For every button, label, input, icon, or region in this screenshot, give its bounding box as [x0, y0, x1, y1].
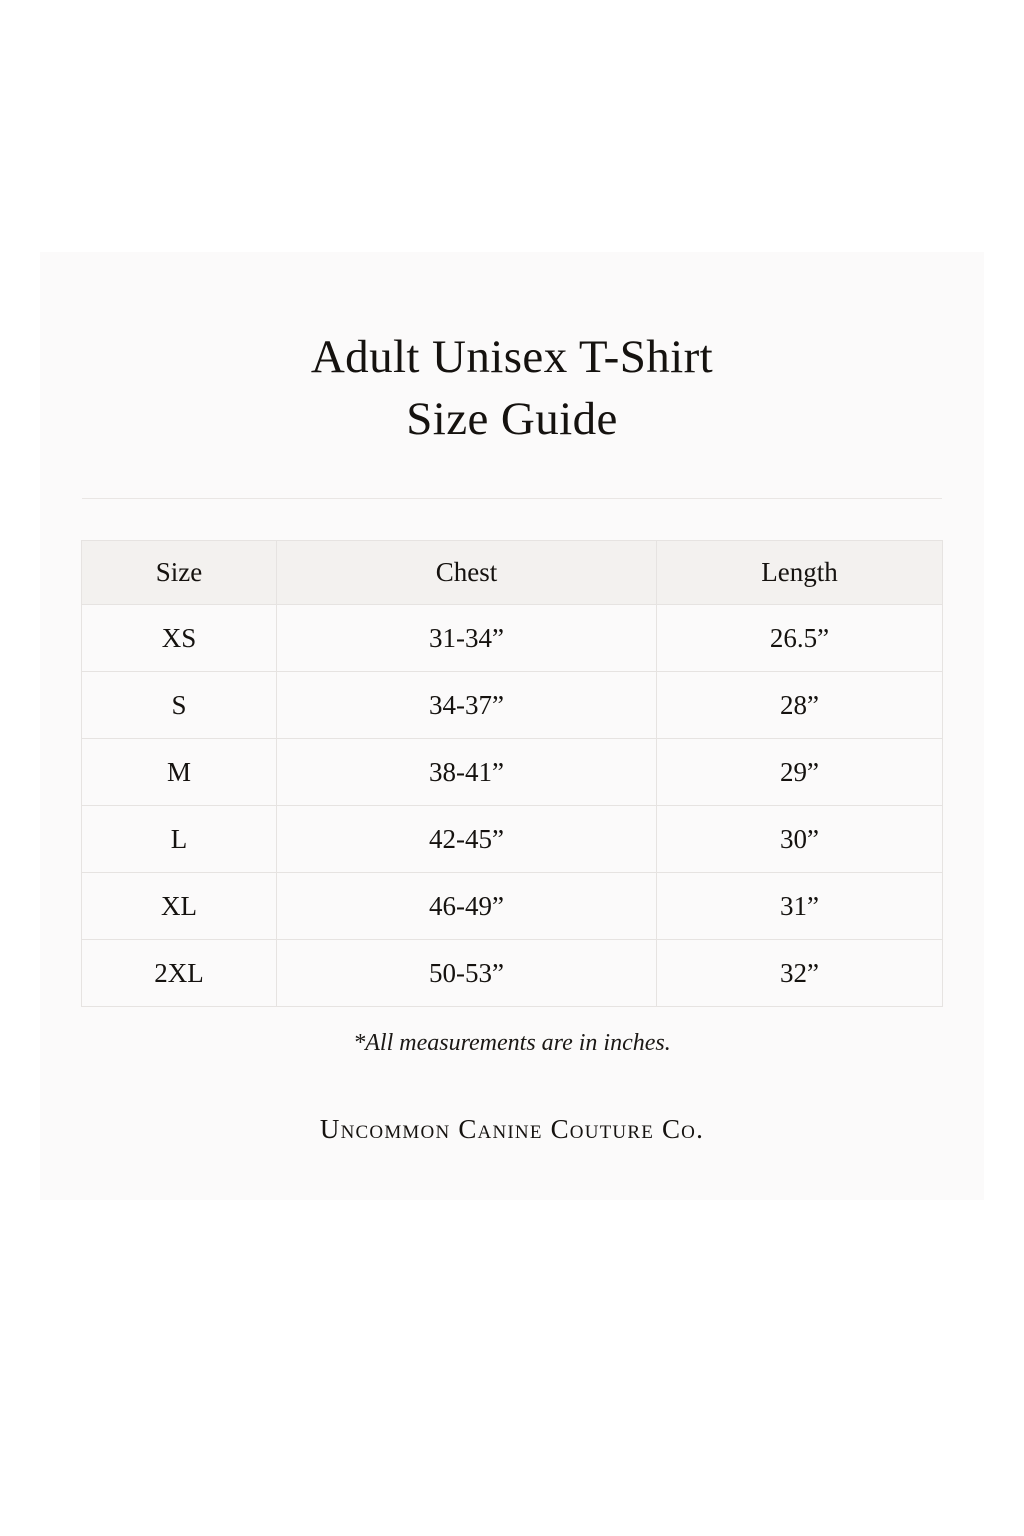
cell-chest: 42-45”: [277, 806, 657, 873]
column-header-length: Length: [657, 541, 943, 605]
cell-length: 32”: [657, 940, 943, 1007]
cell-chest: 38-41”: [277, 739, 657, 806]
cell-size: S: [82, 672, 277, 739]
table-row: [82, 605, 943, 672]
cell-size: 2XL: [82, 940, 277, 1007]
cell-length: 30”: [657, 806, 943, 873]
cell-size: XS: [82, 605, 277, 672]
cell-chest: 46-49”: [277, 873, 657, 940]
table-row: [82, 672, 943, 739]
table-row: [82, 873, 943, 940]
cell-size: XL: [82, 873, 277, 940]
table-row: [82, 940, 943, 1007]
page-title: [40, 326, 984, 450]
title-line-1: Adult Unisex T-Shirt: [310, 331, 714, 383]
title-divider: [82, 498, 942, 499]
cell-chest: 31-34”: [277, 605, 657, 672]
measurement-footnote: *All measurements are in inches.: [353, 1030, 671, 1056]
cell-size: M: [82, 739, 277, 806]
cell-length: 31”: [657, 873, 943, 940]
cell-length: 28”: [657, 672, 943, 739]
table-header-row: [82, 541, 943, 605]
cell-size: L: [82, 806, 277, 873]
size-guide-card: [40, 252, 984, 1200]
size-chart-table: [81, 540, 943, 1007]
title-line-2: Size Guide: [406, 393, 618, 445]
cell-length: 29”: [657, 739, 943, 806]
table-header: [82, 541, 943, 605]
cell-length: 26.5”: [657, 605, 943, 672]
table-row: [82, 806, 943, 873]
table-row: [82, 739, 943, 806]
cell-chest: 34-37”: [277, 672, 657, 739]
cell-chest: 50-53”: [277, 940, 657, 1007]
brand-name: Uncommon Canine Couture Co.: [319, 1114, 705, 1144]
column-header-chest: Chest: [277, 541, 657, 605]
table-body: [82, 605, 943, 1007]
column-header-size: Size: [82, 541, 277, 605]
